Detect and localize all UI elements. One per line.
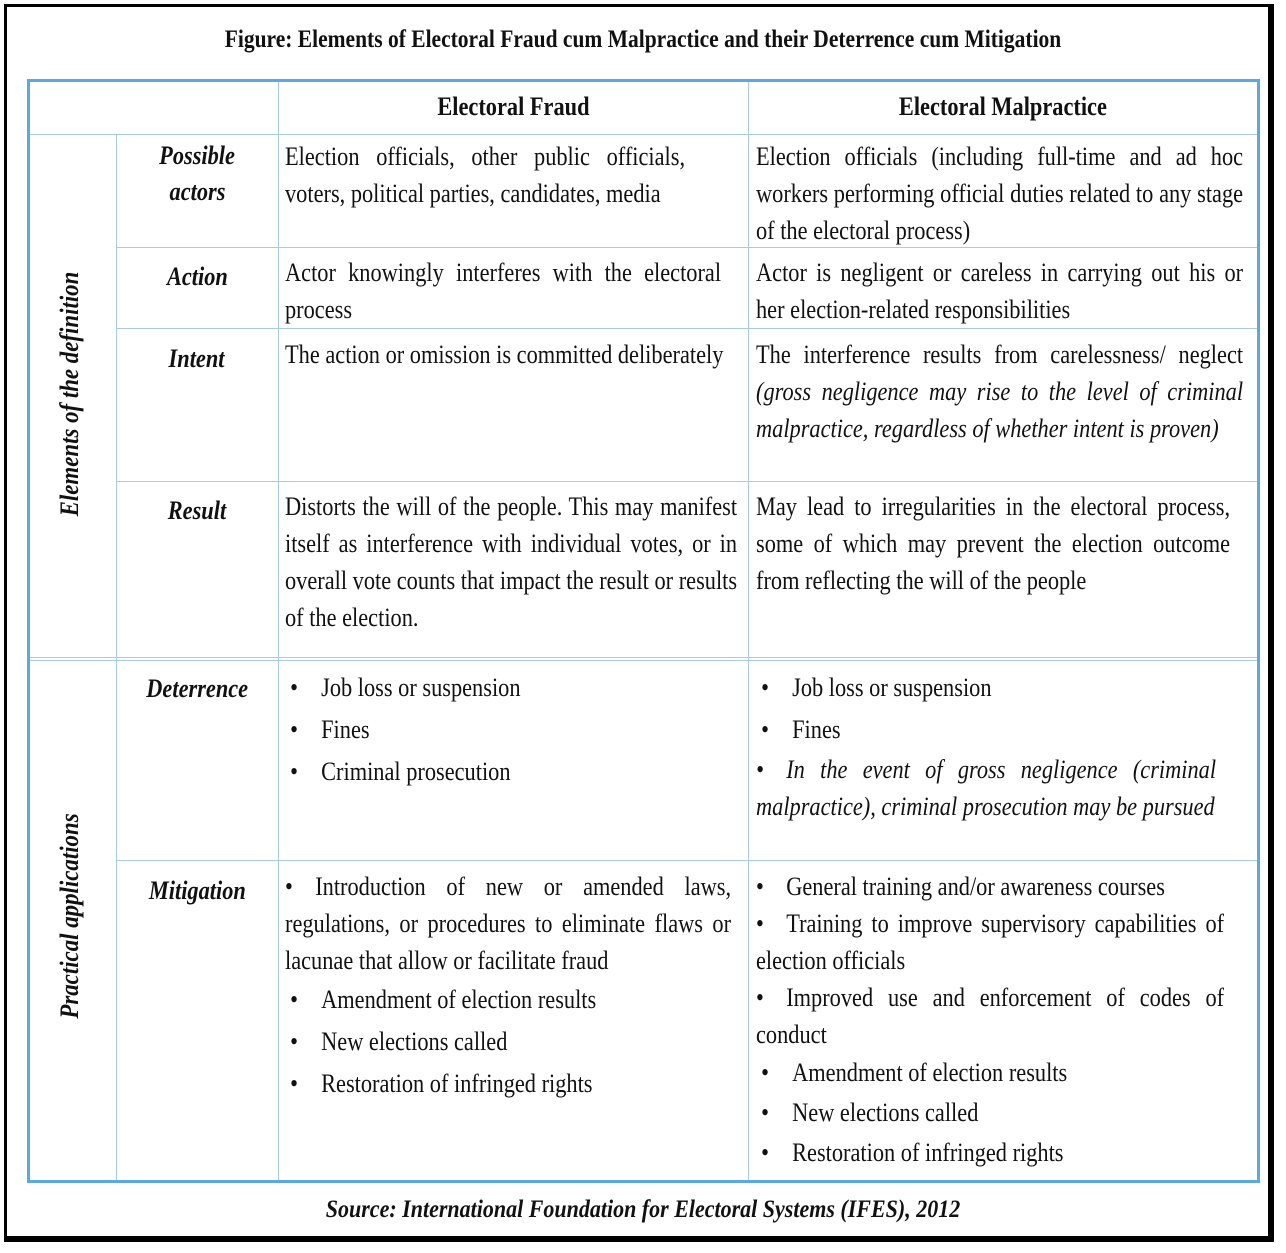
row-label-deterrence: Deterrence	[146, 674, 248, 703]
header-electoral-malpractice: Electoral Malpractice	[899, 92, 1107, 121]
divider	[116, 481, 1257, 482]
cell-actors-malpractice: Election officials (including full-time and ad hoc workers performing official duties related to any stage of the electoral process)	[756, 142, 1243, 245]
divider	[116, 860, 1257, 861]
group-label-practical: Practical applications	[55, 813, 84, 1019]
row-label-action: Action	[166, 262, 228, 291]
list-item: • Fines	[285, 709, 737, 751]
list-item: • Amendment of election results	[285, 979, 731, 1021]
group-label-definition: Elements of the definition	[55, 271, 84, 517]
list-item: • New elections called	[285, 1021, 731, 1063]
list-item: • Introduction of new or amended laws, regulations, or procedures to eliminate flaws or lacunae that allow or facilitate fraud	[285, 868, 731, 979]
list-item: • Criminal prosecution	[285, 751, 737, 793]
intent-malpractice-note: (gross negligence may rise to the level of criminal malpractice, regardless of whether intent is proven)	[756, 377, 1243, 443]
header-electoral-fraud: Electoral Fraud	[437, 92, 590, 121]
list-item: • In the event of gross negligence (criminal malpractice), criminal prosecution may be pursued	[756, 751, 1216, 825]
figure-title: Figure: Elements of Electoral Fraud cum Malpractice and their Deterrence cum Mitigation	[224, 26, 1062, 53]
divider	[116, 328, 1257, 329]
list-item: • Amendment of election results	[756, 1053, 1224, 1093]
list-item: • Job loss or suspension	[756, 667, 1216, 709]
row-label-intent: Intent	[169, 344, 225, 373]
list-item: • Training to improve supervisory capabilities of election officials	[756, 905, 1224, 979]
list-item: • Restoration of infringed rights	[756, 1133, 1224, 1173]
comparison-table	[27, 79, 1260, 1183]
list-item: • Improved use and enforcement of codes of conduct	[756, 979, 1224, 1053]
list-item: • Job loss or suspension	[285, 667, 737, 709]
row-label-mitigation: Mitigation	[148, 876, 246, 905]
row-label-possible-actors: Possible actors	[159, 141, 235, 206]
list-item: • General training and/or awareness courses	[756, 868, 1224, 905]
cell-action-malpractice: Actor is negligent or careless in carrying out his or her election-related responsibilities	[756, 258, 1243, 324]
figure-source: Source: International Foundation for Electoral Systems (IFES), 2012	[325, 1196, 961, 1223]
cell-mitigation-malpractice	[756, 868, 1224, 1173]
cell-intent-fraud: The action or omission is committed deliberately	[285, 340, 724, 369]
cell-deterrence-fraud	[285, 667, 737, 793]
cell-actors-fraud: Election officials, other public officials, voters, political parties, candidates, media	[285, 142, 685, 208]
list-item: • Restoration of infringed rights	[285, 1063, 731, 1105]
list-item: • New elections called	[756, 1093, 1224, 1133]
section-divider	[30, 657, 1257, 661]
row-label-result: Result	[167, 496, 227, 525]
cell-intent-malpractice: The interference results from carelessness/ neglect (gross negligence may rise to the level of criminal malpractice, regardless of whether intent is proven)	[756, 340, 1243, 443]
cell-mitigation-fraud	[285, 868, 731, 1105]
cell-result-malpractice: May lead to irregularities in the electoral process, some of which may prevent the election outcome from reflecting the will of the people	[756, 492, 1230, 595]
divider	[30, 134, 1257, 135]
cell-action-fraud: Actor knowingly interferes with the electoral process	[285, 258, 721, 324]
cell-deterrence-malpractice	[756, 667, 1216, 825]
list-item: • Fines	[756, 709, 1216, 751]
cell-result-fraud: Distorts the will of the people. This may manifest itself as interference with individual votes, or in overall vote counts that impact the result or results of the election.	[285, 492, 737, 632]
